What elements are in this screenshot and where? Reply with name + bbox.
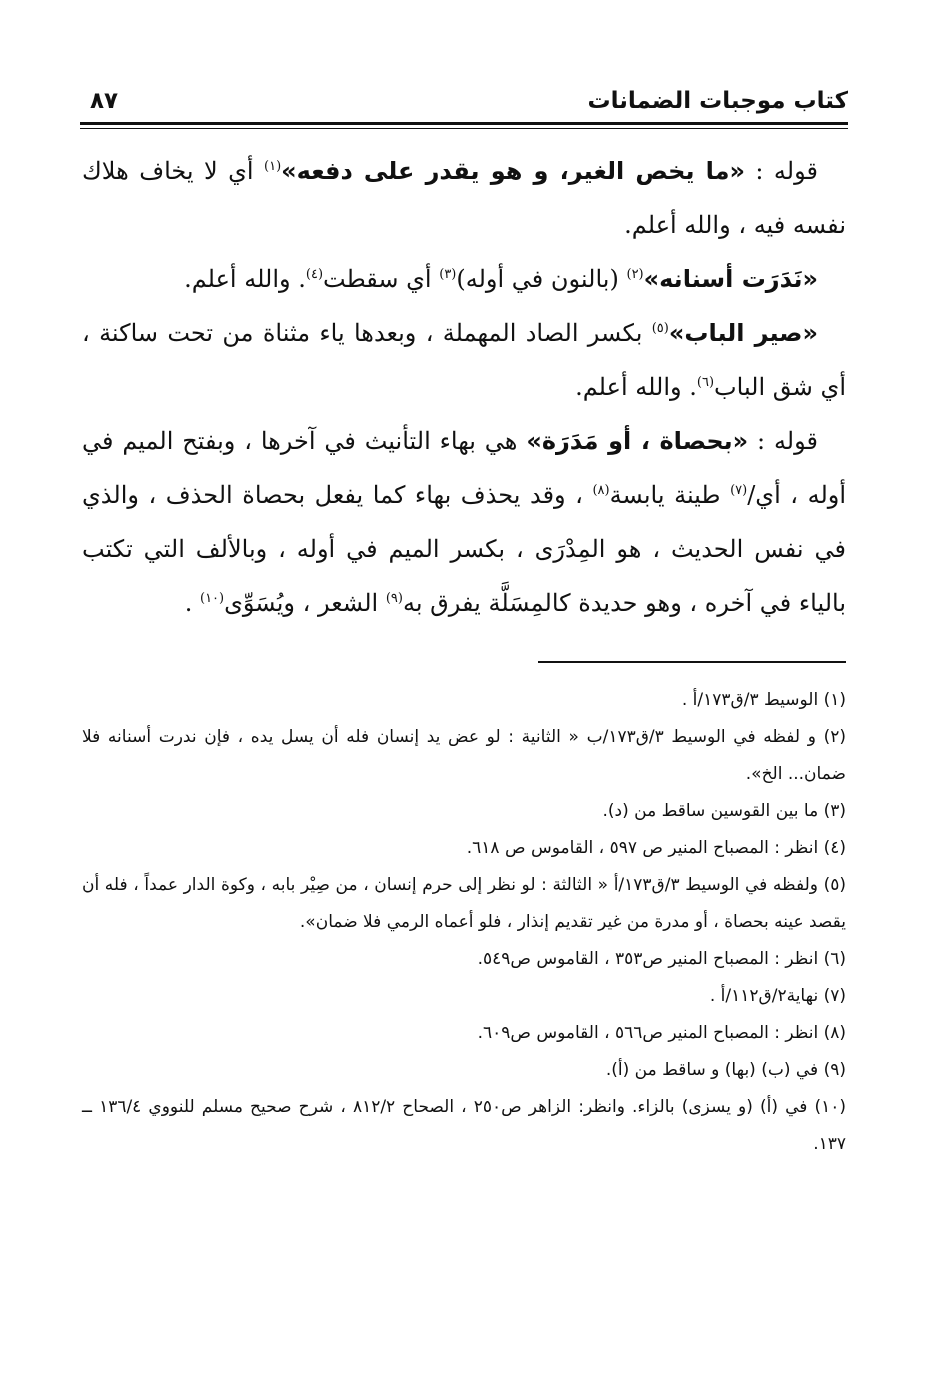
quoted-term: «صير الباب»	[668, 319, 818, 347]
paragraph-1	[82, 144, 846, 252]
text-run: . والله أعلم.	[184, 265, 306, 293]
footnote-1: (١) الوسيط ٣/ق١٧٣/أ .	[681, 690, 846, 710]
text-run: أي سقطت	[323, 265, 440, 293]
footnote-7: (٧) نهاية٢/ق١١٢/أ .	[709, 986, 846, 1006]
quoted-term: «نَدَرَت أسنانه»	[643, 265, 818, 293]
footnote-ref: (٦)	[696, 375, 715, 390]
text-run: أي لا يخاف هلاك نفسه فيه ، والله أعلم.	[82, 157, 846, 239]
footnote-10: (١٠) في (أ) (و يسزى) بالزاء. وانظر: الزاهر ص٢٥٠ ، الصحاح ٨١٢/٢ ، شرح صحيح مسلم للنووي ١٣٦/٤ ــ ١٣٧.	[82, 1097, 846, 1154]
text-run: قوله :	[748, 427, 818, 455]
footnote-5: (٥) ولفظه في الوسيط ٣/ق١٧٣/أ « الثالثة : لو نظر إلى حرم إنسان ، من صِيْر بابه ، وكوة الدار عمداً ، فله أن يقصد عينه بحصاة ، أو مدرة من غير تقديم إنذار ، فلو أعماه الرمي فلا ضمان».	[82, 875, 846, 932]
text-run: (بالنون في أوله)	[456, 265, 627, 293]
paragraph-3	[82, 306, 846, 414]
footnote-2: (٢) و لفظه في الوسيط ٣/ق١٧٣/ب « الثانية : لو عض يد إنسان فله أن يسل يده ، فإن ندرت أسنانه فلا ضمان... الخ».	[82, 727, 846, 784]
quoted-term: «بحصاة ، أو مَدَرَة»	[526, 427, 749, 455]
text-run: ، وقد يحذف بهاء كما يفعل بحصاة الحذف ، والذي في نفس الحديث ، هو المِدْرَى ، بكسر الميم في أوله ، وبالألف التي تكتب بالياء في آخره ، وهو حديدة كالمِسَلَّة يفرق به	[82, 481, 846, 617]
footnote-ref: (١٠)	[199, 591, 225, 606]
text-run: هي بهاء التأنيث في آخرها ، وبفتح الميم في أوله ، أي/	[82, 427, 847, 509]
footnote-6: (٦) انظر : المصباح المنير ص٣٥٣ ، القاموس ص٥٤٩.	[477, 949, 846, 969]
main-text	[82, 144, 846, 630]
footnote-3: (٣) ما بين القوسين ساقط من (د).	[602, 801, 846, 821]
footnote-ref: (٥)	[651, 321, 669, 336]
book-title: كتاب موجبات الضمانات	[587, 88, 848, 114]
footnote-9: (٩) في (ب) (بها) و ساقط من (أ).	[605, 1060, 846, 1080]
text-run: بكسر الصاد المهملة ، وبعدها ياء مثناة من تحت ساكنة ، أي شق الباب	[82, 319, 846, 401]
footnote-ref: (١)	[264, 159, 282, 174]
footnote-separator	[538, 661, 846, 663]
text-run: طينة يابسة	[609, 481, 731, 509]
text-run: قوله :	[744, 157, 818, 185]
footnote-ref: (٤)	[305, 267, 324, 282]
text-run: .	[184, 589, 200, 617]
header-rule-thick	[80, 122, 848, 125]
footnote-8: (٨) انظر : المصباح المنير ص٥٦٦ ، القاموس ص٦٠٩.	[477, 1023, 846, 1043]
text-run: الشعر ، ويُسَوِّى	[224, 589, 386, 617]
footnote-ref: (٧)	[730, 483, 748, 498]
quoted-term: «ما يخص الغير، و هو يقدر على دفعه»	[281, 157, 745, 185]
footnote-4: (٤) انظر : المصباح المنير ص ٥٩٧ ، القاموس ص ٦١٨.	[466, 838, 846, 858]
footnote-ref: (٢)	[626, 267, 644, 282]
paragraph-4	[82, 414, 846, 630]
footnote-ref: (٨)	[592, 483, 610, 498]
header-rule-thin	[80, 128, 848, 129]
running-header	[80, 86, 848, 126]
paragraph-2	[82, 252, 846, 306]
footnote-ref: (٩)	[385, 591, 403, 606]
footnotes	[82, 682, 846, 1163]
page-number: ٨٧	[90, 88, 119, 114]
text-run: . والله أعلم.	[575, 373, 697, 401]
footnote-ref: (٣)	[439, 267, 457, 282]
